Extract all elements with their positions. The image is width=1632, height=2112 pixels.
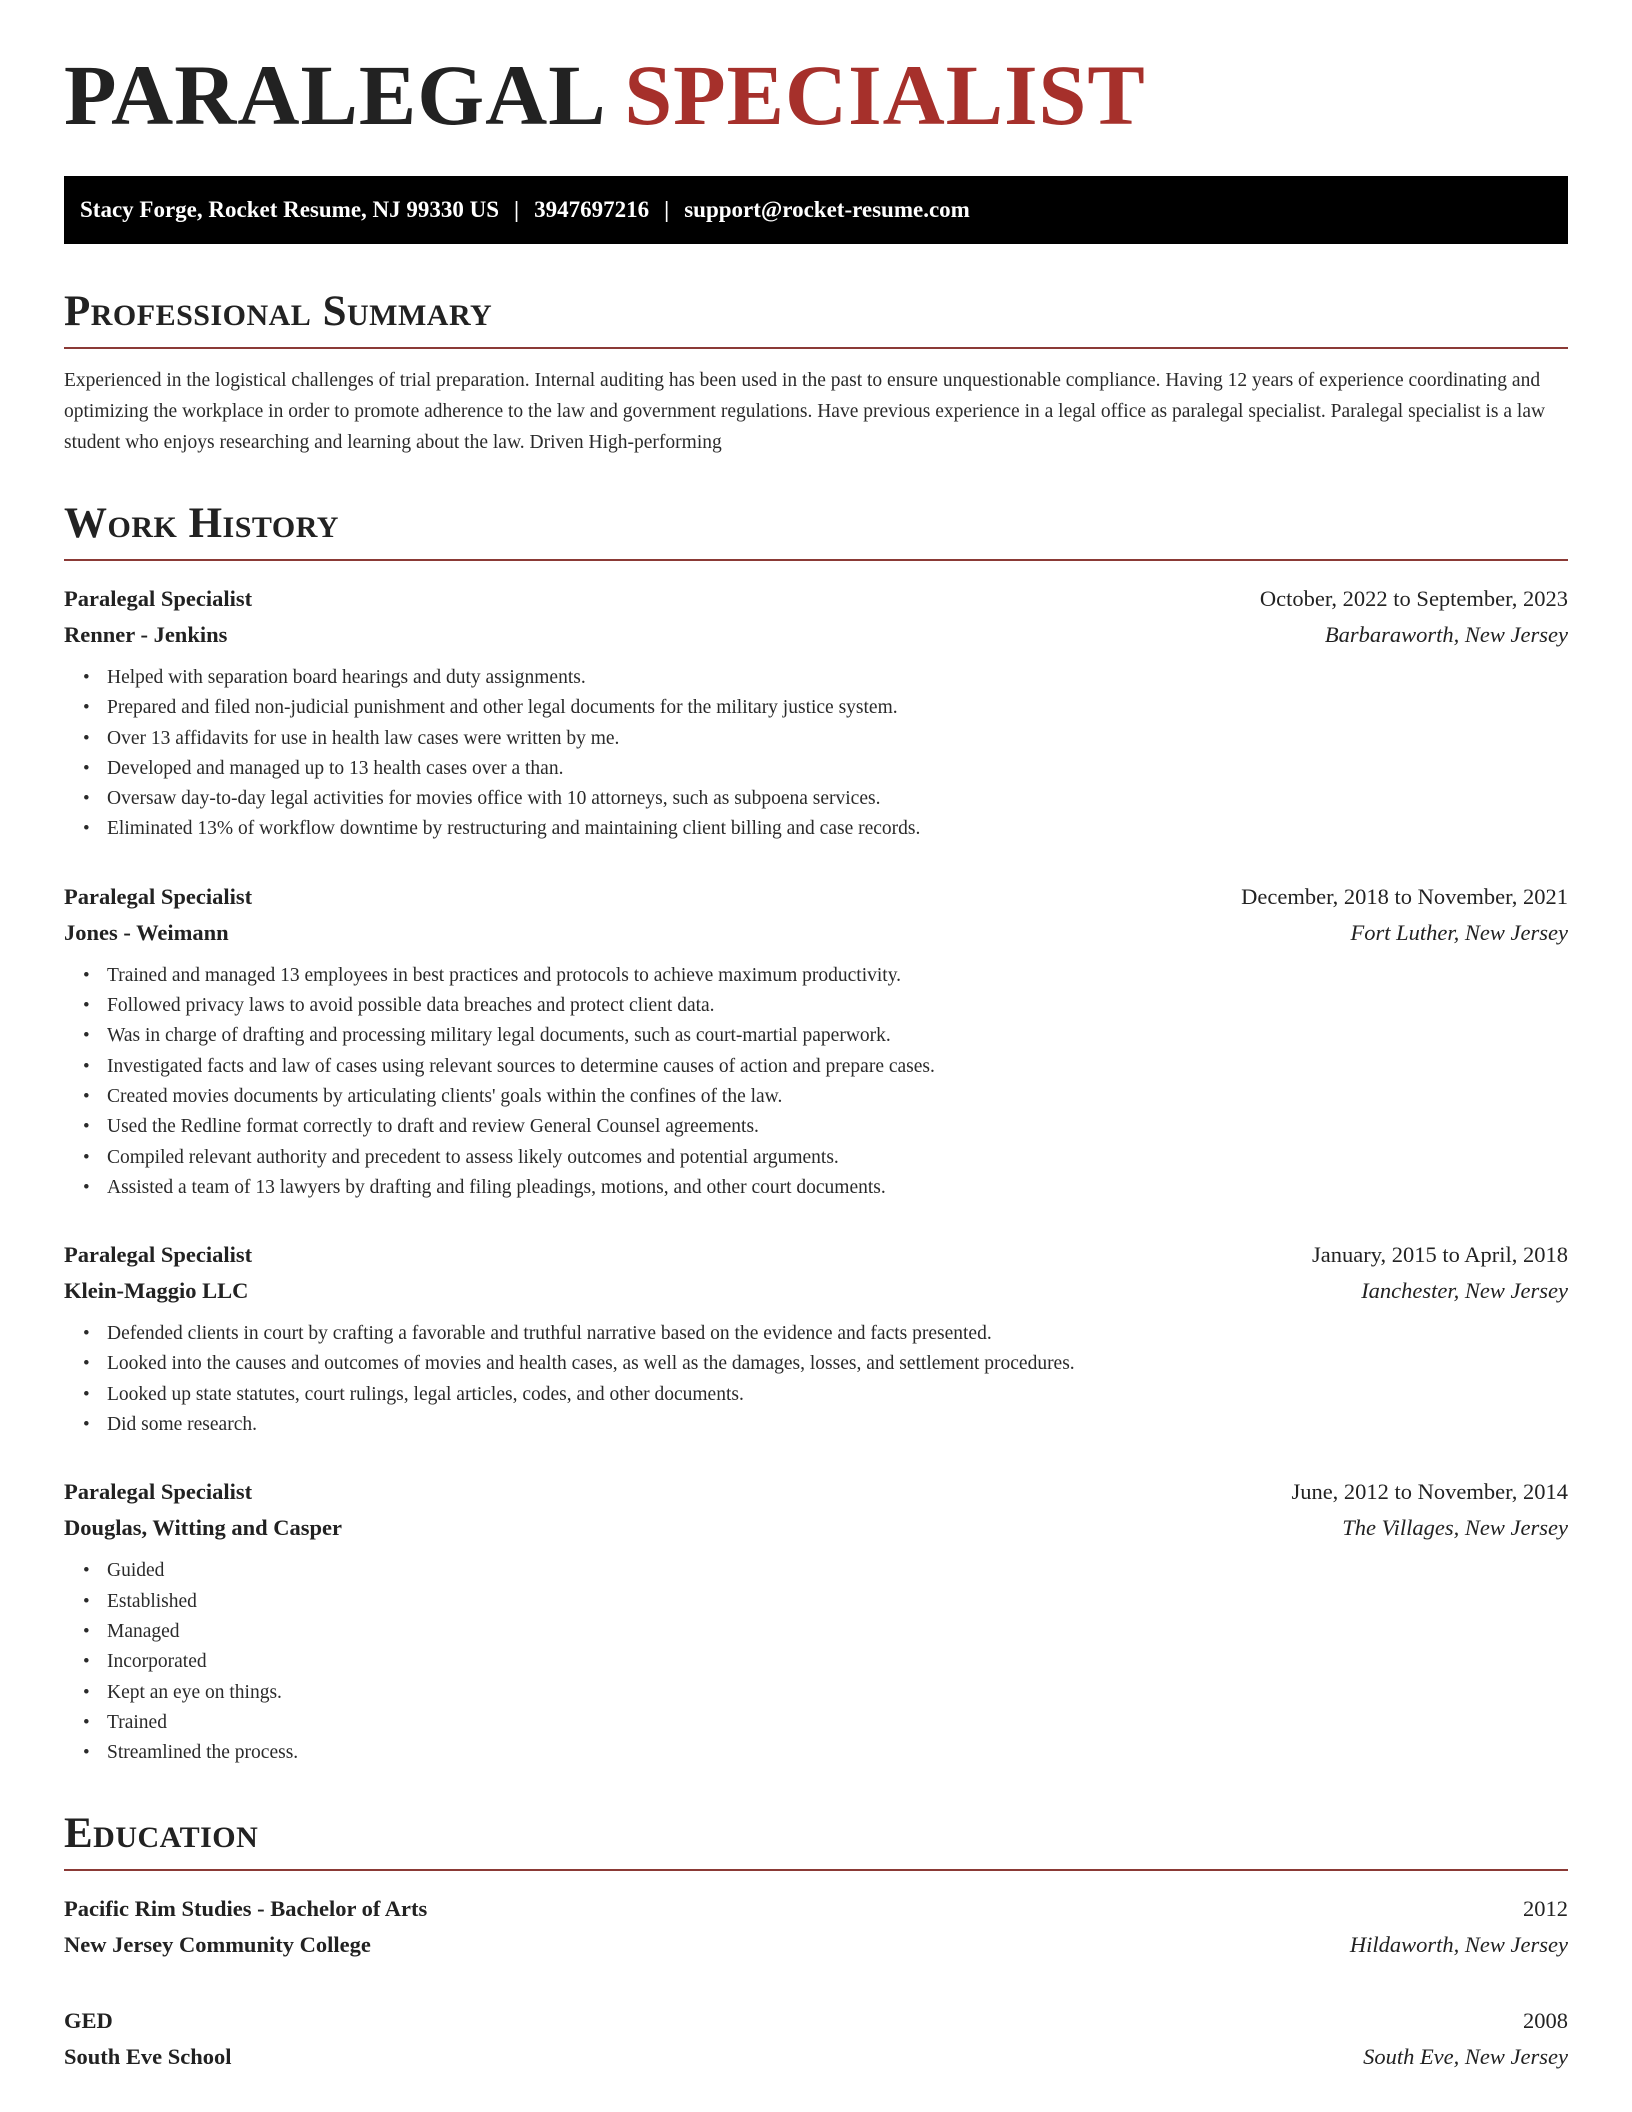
bullet-dot-icon: • [83,1116,90,1138]
job-bullet [83,1349,1568,1379]
job-bullet [83,1410,1568,1440]
job-bullet-text: Guided [107,1560,165,1582]
job-bullet-list [64,1556,1568,1768]
bullet-dot-icon: • [83,1146,90,1168]
job-bullet-text: Incorporated [107,1651,207,1673]
title-part-1: PARALEGAL [64,47,602,143]
resume-title [64,47,1568,143]
job-location: Ianchester, New Jersey [1361,1278,1568,1304]
job-bullet [83,1738,1568,1768]
job-bullet [83,1319,1568,1349]
education-header-row [64,1891,1568,1927]
job-company: Douglas, Witting and Casper [64,1515,342,1541]
job-entry [64,581,1568,845]
job-bullet [83,814,1568,844]
job-company: Renner - Jenkins [64,622,228,647]
job-bullet [83,1678,1568,1708]
bullet-dot-icon: • [83,995,90,1017]
job-bullet-text: Oversaw day-to-day legal activities for movies office with 10 attorneys, such as subpoena services. [107,788,881,810]
job-bullet [83,1021,1568,1051]
job-bullet [83,1617,1568,1647]
title-part-2: SPECIALIST [624,47,1146,143]
job-bullet-list [64,663,1568,845]
bullet-dot-icon: • [83,1085,90,1107]
education-header-row [64,2003,1568,2039]
contact-address: Stacy Forge, Rocket Resume, NJ 99330 US [80,197,500,222]
bullet-dot-icon: • [83,1353,90,1375]
education-degree: GED [64,2008,113,2034]
job-bullet-text: Eliminated 13% of workflow downtime by restructuring and maintaining client billing and case records. [107,818,921,840]
job-bullet [83,1556,1568,1586]
job-bullet-text: Prepared and filed non-judicial punishment and other legal documents for the military justice system. [107,697,898,719]
bullet-dot-icon: • [83,1025,90,1047]
job-bullet-text: Developed and managed up to 13 health cases over a than. [107,757,564,779]
job-bullet [83,1082,1568,1112]
job-bullet [83,663,1568,693]
job-bullet [83,1112,1568,1142]
job-company: Jones - Weimann [64,919,229,945]
job-header-row [64,581,1568,617]
section-heading-summary: Professional Summary [64,290,1568,349]
job-bullet-text: Kept an eye on things. [107,1681,282,1703]
job-entry [64,1474,1568,1768]
section-heading-education: Education [64,1812,1568,1871]
job-bullet [83,1708,1568,1738]
bullet-dot-icon: • [83,697,90,719]
job-bullet [83,991,1568,1021]
education-list [64,1891,1568,2075]
education-school-row [64,2039,1568,2075]
bullet-dot-icon: • [83,1055,90,1077]
job-bullet [83,1647,1568,1677]
job-bullet-text: Was in charge of drafting and processing military legal documents, such as court-martial paperwork. [107,1025,891,1047]
job-bullet [83,1587,1568,1617]
work-history-list [64,581,1568,1768]
job-header-row [64,1237,1568,1273]
job-bullet-text: Looked into the causes and outcomes of movies and health cases, as well as the damages, losses, and settlement procedures. [107,1353,1075,1375]
job-company-row [64,1273,1568,1309]
job-bullet-text: Defended clients in court by crafting a favorable and truthful narrative based on the evidence and facts presented. [107,1323,992,1345]
education-school-row [64,1927,1568,1963]
bullet-dot-icon: • [83,1681,90,1703]
job-entry [64,1237,1568,1440]
job-bullet [83,784,1568,814]
job-company-row [64,617,1568,653]
bullet-dot-icon: • [83,1620,90,1642]
job-location: The Villages, New Jersey [1342,1515,1568,1541]
bullet-dot-icon: • [83,1383,90,1405]
job-bullet-text: Used the Redline format correctly to draft and review General Counsel agreements. [107,1116,759,1138]
education-degree: Pacific Rim Studies - Bachelor of Arts [64,1896,428,1922]
job-bullet [83,1052,1568,1082]
job-bullet [83,1173,1568,1203]
job-bullet-text: Established [107,1590,197,1612]
bullet-dot-icon: • [83,1742,90,1764]
bullet-dot-icon: • [83,1590,90,1612]
job-dates: October, 2022 to September, 2023 [1259,586,1568,611]
job-location: Barbaraworth, New Jersey [1324,622,1568,647]
bullet-dot-icon: • [83,1651,90,1673]
bullet-dot-icon: • [83,727,90,749]
job-bullet-text: Did some research. [107,1414,257,1436]
education-school: South Eve School [64,2044,232,2070]
job-bullet-text: Over 13 affidavits for use in health law cases were written by me. [107,727,620,749]
summary-text: Experienced in the logistical challenges of trial preparation. Internal auditing has been used in the past to ensure unquestionable compliance. Having 12 years of experience coordinating and optimizing the workplace in order to promote adherence to the law and government regulations. Have previous experience in a legal office as paralegal specialist. Paralegal specialist is a law student who enjoys researching and learning about the law. Driven High-performing [64,370,1546,453]
contact-email: support@rocket-resume.com [684,197,970,222]
job-bullet [83,1143,1568,1173]
education-entry [64,2003,1568,2075]
job-bullet [83,1380,1568,1410]
job-title: Paralegal Specialist [64,586,253,611]
job-bullet-text: Trained [107,1711,167,1733]
section-heading-work-history: Work History [64,502,1568,561]
contact-phone: 3947697216 [534,197,650,222]
job-company-row [64,915,1568,951]
education-year: 2012 [1523,1896,1568,1922]
bullet-dot-icon: • [83,1176,90,1198]
job-bullet-list [64,1319,1568,1440]
bullet-dot-icon: • [83,667,90,688]
job-dates: December, 2018 to November, 2021 [1241,883,1568,909]
job-bullet-text: Looked up state statutes, court rulings, legal articles, codes, and other documents. [107,1383,744,1405]
job-location: Fort Luther, New Jersey [1350,919,1568,945]
job-title: Paralegal Specialist [64,1242,253,1268]
job-header-row [64,1474,1568,1510]
job-bullet-text: Investigated facts and law of cases using relevant sources to determine causes of action and prepare cases. [107,1055,935,1077]
bullet-dot-icon: • [83,788,90,810]
job-company: Klein-Maggio LLC [64,1278,249,1304]
job-header-row [64,879,1568,915]
job-bullet [83,693,1568,723]
job-bullet-text: Assisted a team of 13 lawyers by drafting and filing pleadings, motions, and other court documents. [107,1176,886,1198]
job-bullet-text: Managed [107,1620,180,1642]
job-dates: January, 2015 to April, 2018 [1311,1242,1568,1268]
education-location: Hildaworth, New Jersey [1349,1932,1568,1958]
job-title: Paralegal Specialist [64,1479,253,1505]
job-entry [64,879,1568,1203]
contact-separator: | [664,197,670,222]
job-bullet-text: Trained and managed 13 employees in best practices and protocols to achieve maximum productivity. [107,964,902,986]
bullet-dot-icon: • [83,1711,90,1733]
education-location: South Eve, New Jersey [1363,2044,1568,2070]
job-title: Paralegal Specialist [64,883,253,909]
education-school: New Jersey Community College [64,1932,371,1958]
job-bullet-text: Compiled relevant authority and precedent to assess likely outcomes and potential arguments. [107,1146,839,1168]
bullet-dot-icon: • [83,818,90,840]
bullet-dot-icon: • [83,1560,90,1582]
job-bullet-text: Created movies documents by articulating clients' goals within the confines of the law. [107,1085,783,1107]
job-bullet [83,754,1568,784]
bullet-dot-icon: • [83,964,90,986]
job-bullet-list [64,961,1568,1203]
job-company-row [64,1510,1568,1546]
contact-separator: | [514,197,520,222]
job-dates: June, 2012 to November, 2014 [1291,1479,1568,1505]
job-bullet [83,961,1568,991]
contact-bar [64,176,1568,244]
bullet-dot-icon: • [83,1414,90,1436]
bullet-dot-icon: • [83,757,90,779]
job-bullet-text: Helped with separation board hearings and duty assignments. [107,667,586,688]
education-entry [64,1891,1568,1963]
job-bullet [83,724,1568,754]
bullet-dot-icon: • [83,1323,90,1345]
job-bullet-text: Streamlined the process. [107,1742,299,1764]
job-bullet-text: Followed privacy laws to avoid possible data breaches and protect client data. [107,995,715,1017]
education-year: 2008 [1523,2008,1568,2034]
